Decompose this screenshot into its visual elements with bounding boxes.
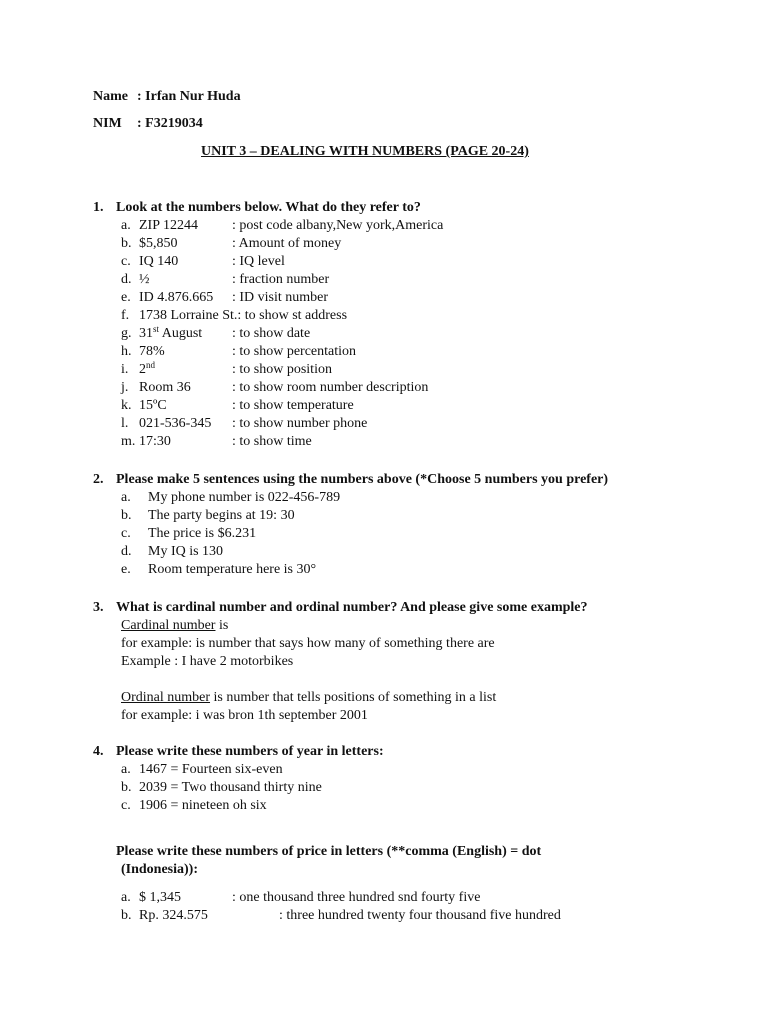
q1-item-answer: : fraction number xyxy=(232,272,330,287)
q1-item-answer: : post code albany,New york,America xyxy=(232,218,444,233)
q1-item-answer: : to show percentation xyxy=(232,344,357,359)
page-title: UNIT 3 – DEALING WITH NUMBERS (PAGE 20-24) xyxy=(201,144,529,159)
q4-item-text: 1906 = nineteen oh six xyxy=(139,798,267,813)
q2-item xyxy=(121,543,223,561)
q5-question-line2: (Indonesia)): xyxy=(121,862,199,877)
q4-item xyxy=(121,797,267,815)
q2-item-letter: a. xyxy=(121,490,131,505)
q1-item-letter: h. xyxy=(121,344,132,359)
q1-item-term-sup: st xyxy=(153,324,160,334)
q1-item-term-text: 021-536-345 xyxy=(139,416,212,431)
q2-item xyxy=(121,489,340,507)
q1-item-term-text: 78% xyxy=(139,344,165,359)
q1-item xyxy=(121,217,443,235)
q4-item xyxy=(121,779,322,797)
q1-item-term xyxy=(139,361,232,379)
q3-question: What is cardinal number and ordinal number? And please give some example? xyxy=(116,600,588,615)
q1-number: 1. xyxy=(93,200,104,215)
q1-item-answer: : to show position xyxy=(232,362,332,377)
q1-item-term-text: 15ºC xyxy=(139,398,167,413)
q1-item-answer: : to show st address xyxy=(237,308,348,323)
q5-item-term: Rp. 324.575 xyxy=(139,908,208,923)
q1-item-term xyxy=(139,253,232,271)
q1-item xyxy=(121,235,341,253)
ordinal-rest: is number that tells positions of something in a list xyxy=(210,690,497,705)
q1-item-term xyxy=(139,397,232,415)
q1-item-answer: : to show number phone xyxy=(232,416,368,431)
nim-value: : F3219034 xyxy=(137,116,203,131)
q3-number: 3. xyxy=(93,600,104,615)
q1-item-letter: l. xyxy=(121,416,129,431)
q1-item-term-text: 1738 Lorraine St. xyxy=(139,308,238,323)
q1-item-answer: : ID visit number xyxy=(232,290,329,305)
name-line xyxy=(93,88,241,106)
q5-question-line1: Please write these numbers of price in letters (**comma (English) = dot xyxy=(116,844,542,859)
q4-question: Please write these numbers of year in letters: xyxy=(116,744,384,759)
q5-item-term: $ 1,345 xyxy=(139,890,181,905)
q4-item-text: 1467 = Fourteen six-even xyxy=(139,762,283,777)
q1-item xyxy=(121,379,428,397)
q2-item-letter: d. xyxy=(121,544,132,559)
q1-item-term-text: ZIP 12244 xyxy=(139,218,198,233)
q2-item-text: My phone number is 022-456-789 xyxy=(148,490,341,505)
q1-item-letter: b. xyxy=(121,236,132,251)
cardinal-rest: is xyxy=(215,618,229,633)
q4-heading xyxy=(93,743,384,761)
q4-item-text: 2039 = Two thousand thirty nine xyxy=(139,780,322,795)
ordinal-term: Ordinal number xyxy=(121,690,211,705)
q1-item-term xyxy=(139,289,232,307)
q1-item-letter: f. xyxy=(121,308,130,323)
q4-number: 4. xyxy=(93,744,104,759)
name-label: Name xyxy=(93,89,128,104)
q2-item-letter: c. xyxy=(121,526,131,541)
q1-item-answer: : Amount of money xyxy=(232,236,342,251)
q2-item-text: Room temperature here is 30° xyxy=(148,562,317,577)
q5-item-answer: : one thousand three hundred snd fourty five xyxy=(232,890,481,905)
q1-item-term xyxy=(139,217,232,235)
q1-item-term-text: ½ xyxy=(139,272,150,287)
q1-heading xyxy=(93,199,421,217)
q2-item-text: The party begins at 19: 30 xyxy=(148,508,295,523)
q4-item-letter: a. xyxy=(121,762,131,777)
q5-item-answer: : three hundred twenty four thousand five hundred xyxy=(279,908,561,923)
q1-item-term-text: ID 4.876.665 xyxy=(139,290,214,305)
q1-item-term-after: August xyxy=(159,326,203,341)
q2-heading xyxy=(93,471,608,489)
q1-item-letter: m. xyxy=(121,434,136,449)
q1-item-term-text: Room 36 xyxy=(139,380,191,395)
q1-item xyxy=(121,307,347,325)
q1-item xyxy=(121,415,367,433)
q1-item-term xyxy=(139,415,232,433)
q1-item-term xyxy=(139,343,232,361)
q1-item-term xyxy=(139,235,232,253)
q1-item-term xyxy=(139,325,232,343)
q1-item-answer: : to show temperature xyxy=(232,398,354,413)
q1-item-letter: g. xyxy=(121,326,132,341)
ordinal-example: for example: i was bron 1th september 2001 xyxy=(121,708,368,723)
q5-item-letter: b. xyxy=(121,908,132,923)
cardinal-definition: for example: is number that says how many of something there are xyxy=(121,636,495,651)
q1-item-term-text: 2 xyxy=(139,362,146,377)
q1-item xyxy=(121,397,354,415)
q1-item-term-text: $5,850 xyxy=(139,236,178,251)
q1-item-term-sup: nd xyxy=(146,360,155,370)
nim-label: NIM xyxy=(93,116,122,131)
q4-item-letter: c. xyxy=(121,798,131,813)
q5-item xyxy=(121,907,561,925)
q2-question: Please make 5 sentences using the numbers above (*Choose 5 numbers you prefer) xyxy=(116,472,609,487)
q4-item xyxy=(121,761,283,779)
q1-item-term xyxy=(139,433,232,451)
q1-item-answer: : to show date xyxy=(232,326,311,341)
q1-item-term-text: 31 xyxy=(139,326,153,341)
q1-item xyxy=(121,271,329,289)
q5-item xyxy=(121,889,480,907)
q1-item-answer: : to show room number description xyxy=(232,380,429,395)
q1-item-term xyxy=(139,307,237,325)
q1-item-answer: : to show time xyxy=(232,434,312,449)
q1-item-letter: e. xyxy=(121,290,131,305)
q1-question: Look at the numbers below. What do they refer to? xyxy=(116,200,421,215)
q1-item-letter: a. xyxy=(121,218,131,233)
q5-item-letter: a. xyxy=(121,890,131,905)
q1-item xyxy=(121,289,328,307)
q1-item-letter: k. xyxy=(121,398,132,413)
q2-item xyxy=(121,525,256,543)
q2-item-letter: b. xyxy=(121,508,132,523)
cardinal-term: Cardinal number xyxy=(121,618,216,633)
q2-number: 2. xyxy=(93,472,104,487)
q4-item-letter: b. xyxy=(121,780,132,795)
q1-item-letter: j. xyxy=(121,380,129,395)
q1-item xyxy=(121,325,310,343)
name-value: : Irfan Nur Huda xyxy=(137,89,241,104)
cardinal-example: Example : I have 2 motorbikes xyxy=(121,654,294,669)
q1-item-term xyxy=(139,379,232,397)
q1-item-letter: d. xyxy=(121,272,132,287)
q1-item-term-text: 17:30 xyxy=(139,434,171,449)
q1-item-answer: : IQ level xyxy=(232,254,285,269)
q2-item-text: The price is $6.231 xyxy=(148,526,257,541)
ordinal-line xyxy=(121,689,496,707)
nim-line xyxy=(93,115,203,133)
cardinal-line xyxy=(121,617,228,635)
q2-item-letter: e. xyxy=(121,562,131,577)
q2-item xyxy=(121,561,316,579)
q2-item xyxy=(121,507,295,525)
q1-item xyxy=(121,343,356,361)
q1-item-letter: c. xyxy=(121,254,131,269)
q1-item xyxy=(121,361,332,379)
q1-item-term-text: IQ 140 xyxy=(139,254,179,269)
q3-heading xyxy=(93,599,588,617)
q1-item-letter: i. xyxy=(121,362,129,377)
q2-item-text: My IQ is 130 xyxy=(148,544,224,559)
q1-item xyxy=(121,433,312,451)
q1-item xyxy=(121,253,285,271)
q1-item-term xyxy=(139,271,232,289)
